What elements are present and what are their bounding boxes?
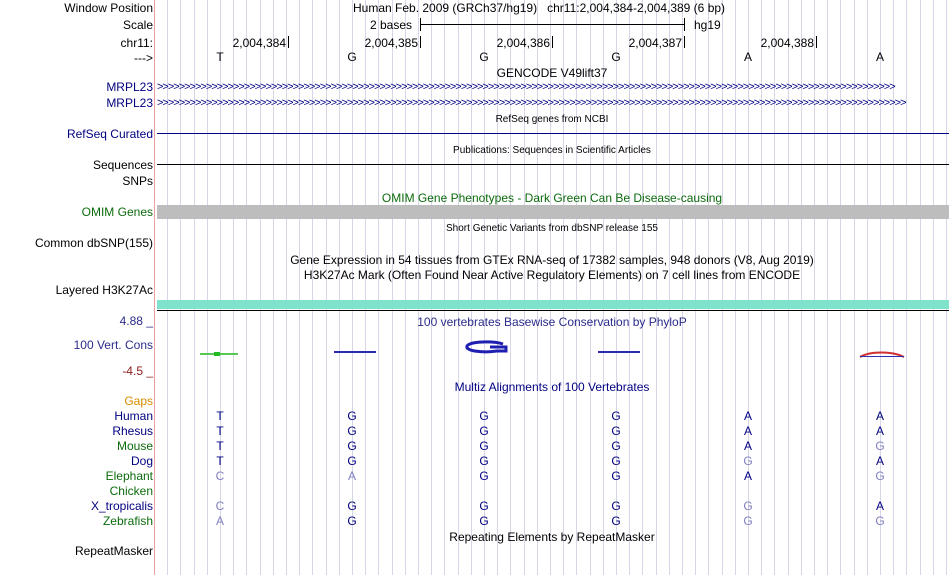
omim-track-label[interactable]: OMIM Genes	[81, 205, 153, 219]
alignment-base: G	[347, 514, 357, 528]
window-position-label: Window Position	[64, 1, 153, 15]
gencode-item-2-label[interactable]: MRPL23	[106, 96, 153, 110]
reference-base: T	[216, 50, 224, 64]
alignment-base: A	[875, 409, 884, 423]
assembly-title	[353, 1, 725, 15]
gencode-gene-2[interactable]: >>>>>>>>>>>>>>>>>>>>>>>>>>>>>>>>>>>>>>>>>>>>>>>>>>>>>>>>>>>>>>>>>>>>>>>>>>>>>>>>>>>>>>>>>>>>>>>>>>>>>>>>>>>>>>>>>>>>>>>>>>>>>>>>>>>>>>>>>>	[157, 97, 906, 109]
alignment-base: T	[216, 409, 224, 423]
alignment-base: G	[743, 499, 753, 513]
reference-base: A	[743, 50, 752, 64]
alignment-base: G	[875, 514, 885, 528]
alignment-base: T	[216, 424, 224, 438]
h3k27-track-label[interactable]: Layered H3K27Ac	[55, 283, 153, 297]
refseq-track-label[interactable]: RefSeq Curated	[66, 127, 153, 141]
alignment-base: A	[347, 469, 356, 483]
alignment-base: G	[611, 424, 621, 438]
scale-bar-left-tick	[420, 18, 421, 31]
cons-track-label[interactable]: 100 Vert. Cons	[73, 338, 153, 352]
h3k27-signal-bar[interactable]	[157, 300, 949, 309]
ruler-position-label: 2,004,386	[496, 36, 550, 50]
alignment-base: A	[743, 469, 752, 483]
alignment-base: T	[216, 439, 224, 453]
cons-min-label: -4.5 _	[122, 364, 153, 378]
reference-base: A	[875, 50, 884, 64]
species-zebrafish: Zebrafish	[102, 514, 153, 528]
reference-base: G	[611, 50, 621, 64]
alignment-base: G	[347, 424, 357, 438]
ruler-tick	[552, 36, 553, 48]
alignment-base: G	[611, 499, 621, 513]
species-elephant: Elephant	[105, 469, 153, 483]
alignment-base: C	[215, 469, 225, 483]
gencode-item-1-label[interactable]: MRPL23	[106, 80, 153, 94]
species-dog: Dog	[130, 454, 153, 468]
gaps-label: Gaps	[124, 394, 153, 408]
ruler-tick	[684, 36, 685, 48]
alignment-base: G	[479, 409, 489, 423]
alignment-base: G	[347, 409, 357, 423]
refseq-gene-line[interactable]	[157, 133, 949, 134]
alignment-base: G	[479, 514, 489, 528]
alignment-base: G	[347, 499, 357, 513]
alignment-base: G	[479, 454, 489, 468]
strand-label: --->	[134, 51, 153, 65]
alignment-base: A	[743, 424, 752, 438]
label-column-divider	[154, 0, 155, 575]
refseq-track-title: RefSeq genes from NCBI	[495, 114, 609, 125]
alignment-base: G	[611, 514, 621, 528]
alignment-base: A	[875, 454, 884, 468]
ruler-tick	[420, 36, 421, 48]
sequences-track-label[interactable]: Sequences	[92, 158, 153, 172]
alignment-base: A	[875, 499, 884, 513]
repeat-track-label[interactable]: RepeatMasker	[74, 544, 153, 558]
alignment-base: G	[611, 439, 621, 453]
dbsnp-track-label[interactable]: Common dbSNP(155)	[34, 236, 153, 250]
alignment-base: G	[479, 469, 489, 483]
species-rhesus: Rhesus	[112, 424, 153, 438]
cons-logo-a-base	[860, 356, 904, 357]
alignment-base: A	[875, 424, 884, 438]
alignment-base: G	[743, 514, 753, 528]
omim-bar[interactable]	[157, 205, 949, 219]
gtex-track-title: Gene Expression in 54 tissues from GTEx RNA-seq of 17382 samples, 948 donors (V8, Aug 2019)	[290, 253, 814, 267]
reference-base: G	[347, 50, 357, 64]
cons-logo-g2	[467, 342, 506, 352]
cons-max-label: 4.88 _	[119, 314, 153, 328]
species-human: Human	[114, 409, 153, 423]
sequences-line[interactable]	[157, 164, 949, 165]
alignment-base: G	[479, 499, 489, 513]
alignment-base: G	[611, 454, 621, 468]
scale-bar	[420, 24, 684, 25]
reference-base: G	[479, 50, 489, 64]
alignment-base: A	[743, 439, 752, 453]
repeat-track-title: Repeating Elements by RepeatMasker	[449, 530, 655, 544]
scale-text: 2 bases	[370, 18, 413, 32]
alignment-base: G	[743, 454, 753, 468]
cons-logo-g1	[334, 351, 376, 353]
alignment-base: G	[875, 439, 885, 453]
alignment-base: G	[479, 439, 489, 453]
ruler-position-label: 2,004,387	[628, 36, 682, 50]
ruler-position-label: 2,004,388	[760, 36, 814, 50]
alignment-base: A	[215, 514, 224, 528]
species-mouse: Mouse	[116, 439, 153, 453]
species-chicken: Chicken	[109, 484, 153, 498]
alignment-base: G	[611, 409, 621, 423]
gencode-track-title: GENCODE V49lift37	[496, 66, 608, 80]
h3k27-track-title: H3K27Ac Mark (Often Found Near Active Regulatory Elements) on 7 cell lines from ENCODE	[303, 268, 801, 282]
sequences-track-title: Publications: Sequences in Scientific Articles	[453, 145, 651, 156]
position-range: chr11:2,004,384-2,004,389 (6 bp)	[547, 1, 726, 15]
h3k27-baseline	[157, 310, 949, 311]
alignment-base: G	[347, 439, 357, 453]
chrom-label: chr11:	[120, 36, 153, 50]
snps-track-label[interactable]: SNPs	[122, 174, 153, 188]
alignment-base: G	[875, 469, 885, 483]
omim-track-title: OMIM Gene Phenotypes - Dark Green Can Be Disease-causing	[381, 191, 723, 205]
gencode-gene-1[interactable]: >>>>>>>>>>>>>>>>>>>>>>>>>>>>>>>>>>>>>>>>>>>>>>>>>>>>>>>>>>>>>>>>>>>>>>>>>>>>>>>>>>>>>>>>>>>>>>>>>>>>>>>>>>>>>>>>>>>>>>>>>>>>>>>>>>>>>>>>	[157, 81, 895, 93]
scale-label: Scale	[122, 18, 153, 32]
cons-logo-g3	[598, 351, 640, 353]
alignment-base: T	[216, 454, 224, 468]
assembly-name: Human Feb. 2009 (GRCh37/hg19)	[353, 1, 538, 15]
cons-logo-t-mark	[214, 352, 220, 356]
ruler-position-label: 2,004,384	[232, 36, 286, 50]
dbsnp-track-title: Short Genetic Variants from dbSNP release 155	[446, 223, 658, 234]
scale-db: hg19	[694, 18, 721, 32]
species-x-tropicalis: X_tropicalis	[90, 499, 153, 513]
scale-bar-right-tick	[684, 18, 685, 31]
ruler-position-label: 2,004,385	[364, 36, 418, 50]
alignment-base: C	[215, 499, 225, 513]
alignment-base: G	[479, 424, 489, 438]
ruler-tick	[816, 36, 817, 48]
ruler-tick	[288, 36, 289, 48]
cons-track-title: 100 vertebrates Basewise Conservation by PhyloP	[417, 315, 687, 329]
alignment-base: A	[743, 409, 752, 423]
conservation-logo[interactable]	[0, 338, 950, 368]
alignment-base: G	[611, 469, 621, 483]
multiz-track-title: Multiz Alignments of 100 Vertebrates	[454, 380, 650, 394]
alignment-base: G	[347, 454, 357, 468]
